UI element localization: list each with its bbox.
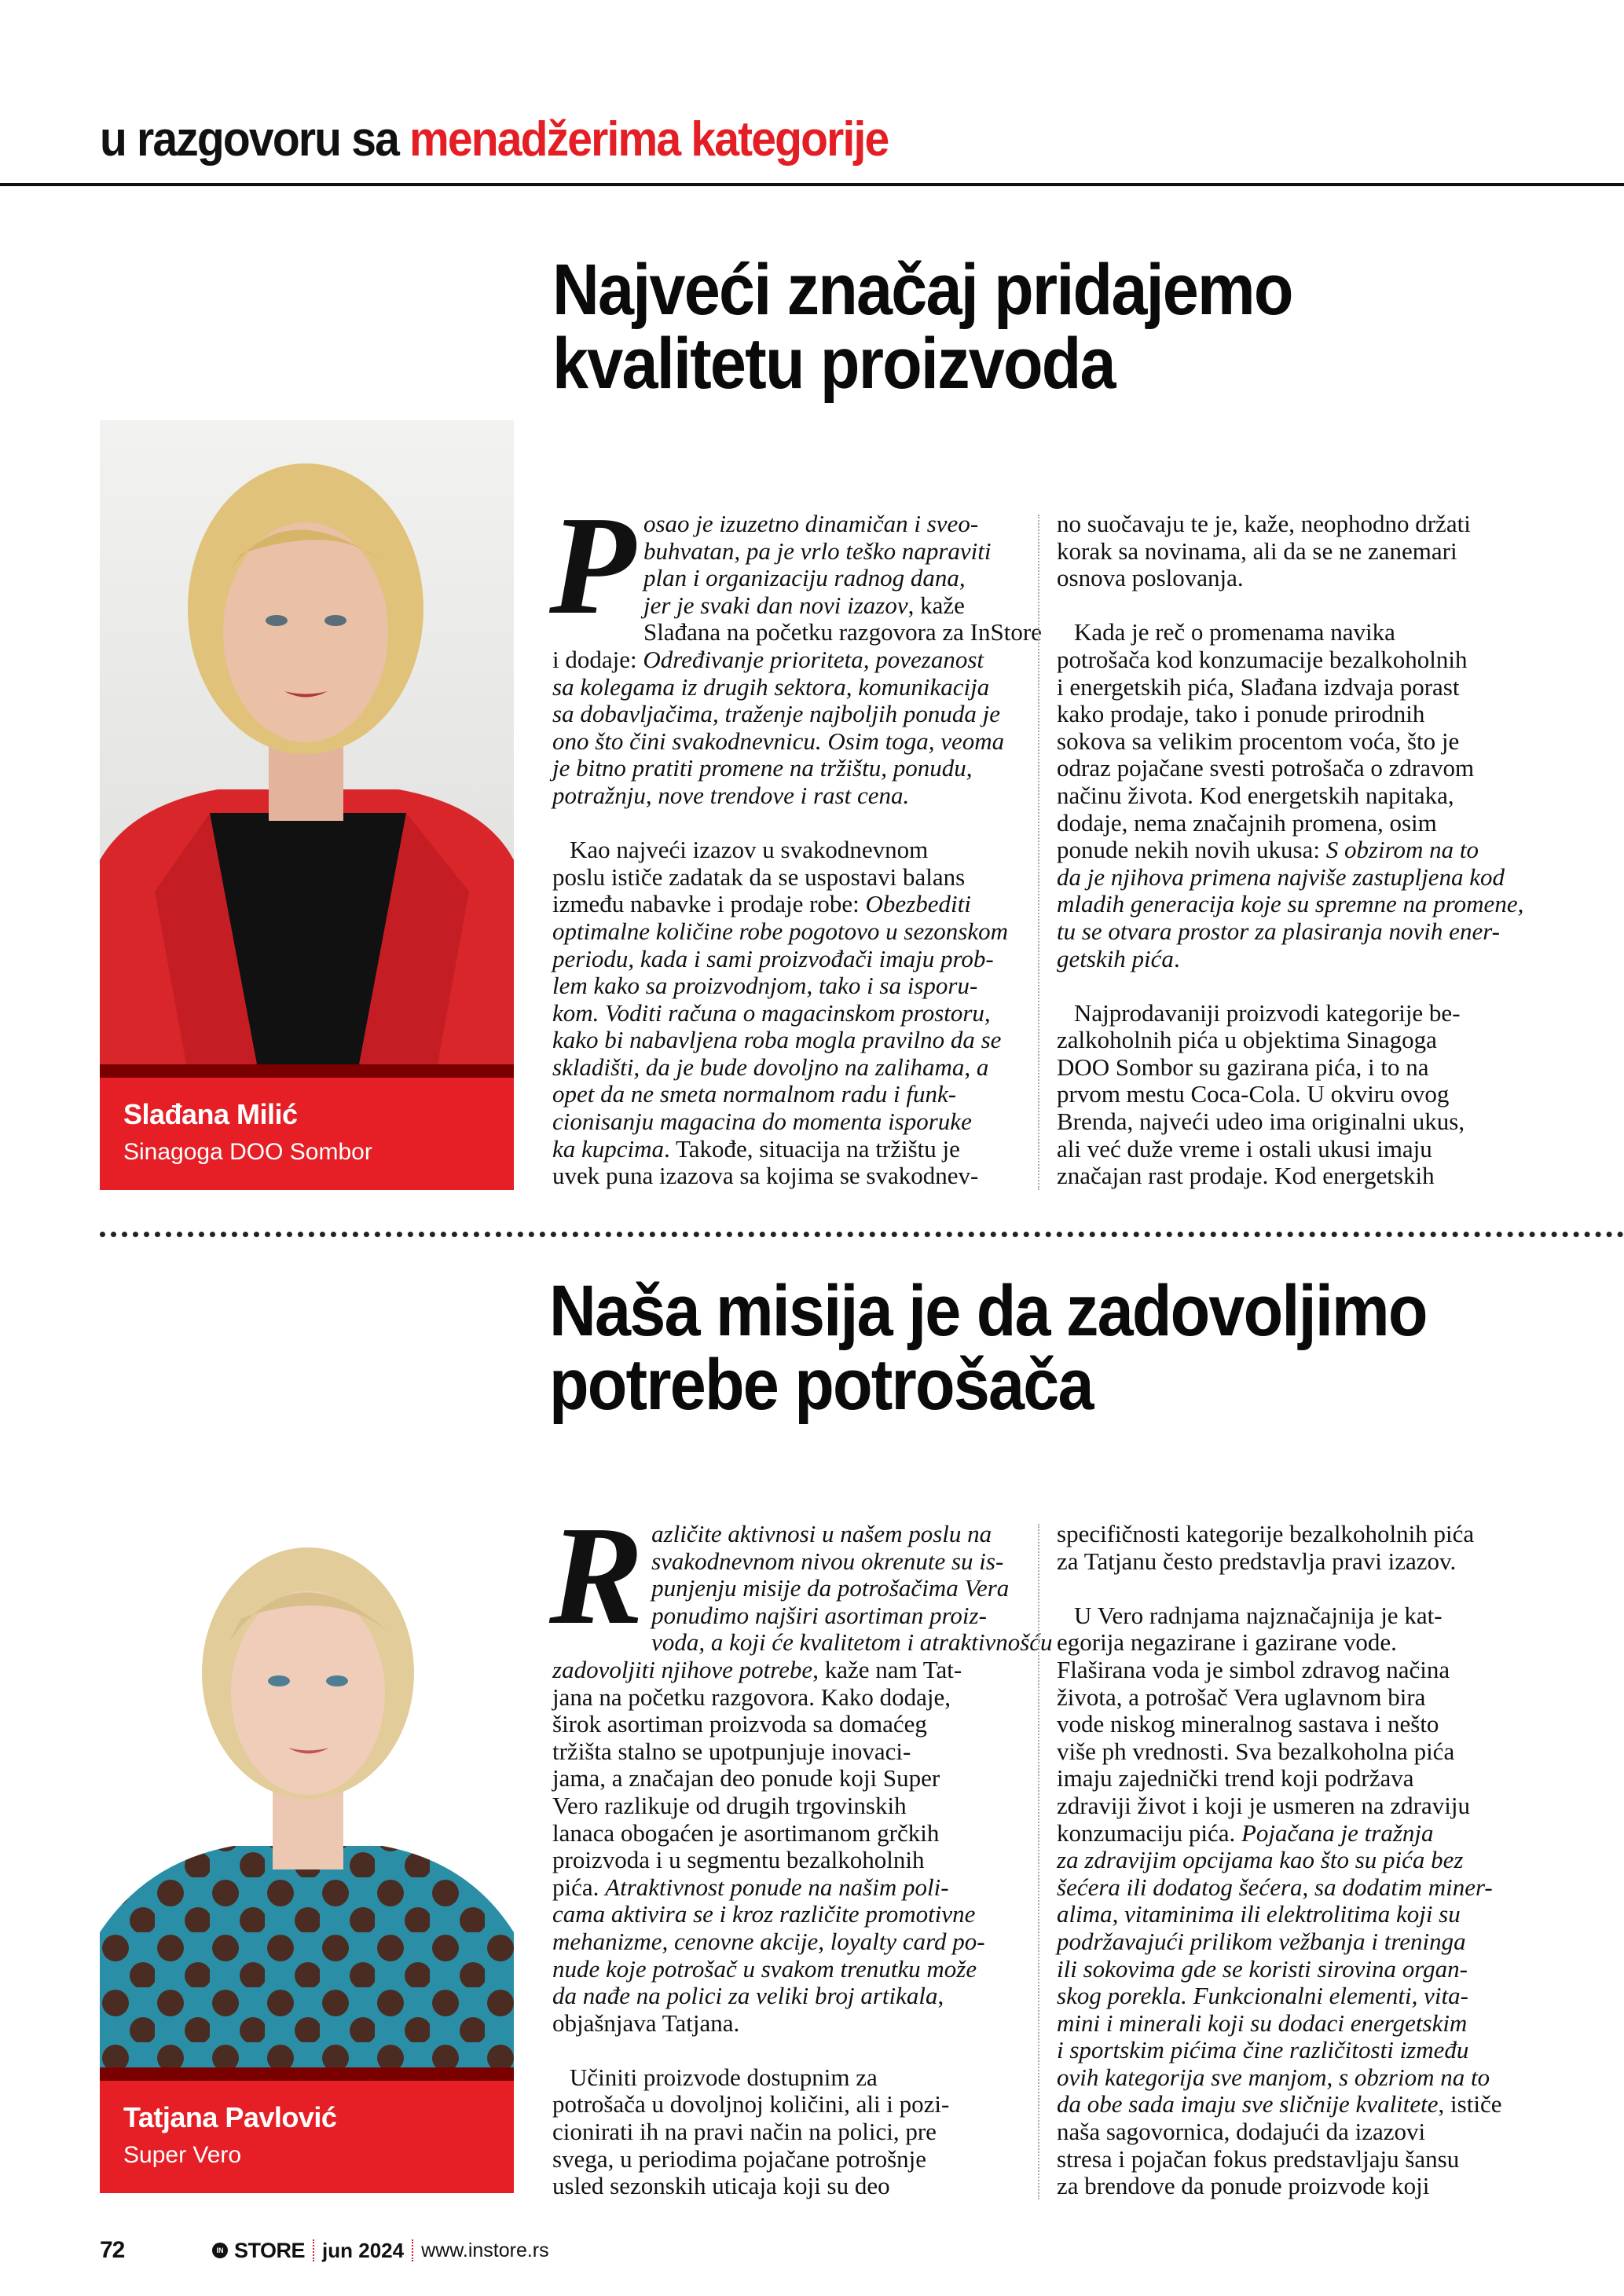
person-organization: Super Vero bbox=[123, 2142, 242, 2168]
column-divider bbox=[1038, 514, 1039, 1190]
portrait-photo-sladjana bbox=[100, 420, 514, 1064]
italic-quote-text: Atraktivnost ponude na našim poli- cama aktivira se i kroz različite promotivne mehanizme, cenovne akcije, loyalty card po- nude koje potrošač u svakom trenutku može da nađe na polici za veliki broj artikala bbox=[552, 1873, 985, 2010]
footer-separator bbox=[412, 2239, 413, 2261]
section-kicker bbox=[100, 112, 888, 167]
caption-band bbox=[100, 1064, 514, 1078]
body-text: U Vero radnjama najznačajnija je kat- egorija negazirane i gazirane vode. Flaširana voda je simbol zdravog načina života, a potrošač Vera uglavnom bira vode niskog mineralnog sastava i nešto više ph vrednosti. Sva bezalkoholna pića imaju zajednički trend koji podržava zdraviji život i koji je usmeren na zdraviju konzumaciju pića. bbox=[1057, 1601, 1470, 1847]
article-1-column-2 bbox=[1057, 511, 1528, 1190]
drop-cap: R bbox=[549, 1497, 644, 1653]
body-text: specifičnosti kategorije bezalkoholnih pića za Tatjanu često predstavlja pravi izazov. bbox=[1057, 1520, 1475, 1575]
page-number: 72 bbox=[100, 2237, 125, 2263]
person-caption-1 bbox=[100, 1064, 514, 1190]
body-text: Najprodavaniji proizvodi kategorije be- zalkoholnih pića u objektima Sinagoga DOO Sombor su gazirana pića, i to na prvom mestu Coca-Cola. U okviru ovog Brenda, najveći udeo ima originalni ukus, ali već duže vreme i ostali ukusi imaju značajan rast prodaje. Kod energetskih bbox=[1057, 998, 1465, 1190]
body-text: , kaže Slađana na početku razgovora za InStore i dodaje: bbox=[552, 591, 1042, 673]
article-2-column-2 bbox=[1057, 1521, 1528, 2200]
body-text: . Takođe, situacija na tržištu je uvek puna izazova sa kojima se svakodnev- bbox=[552, 1134, 979, 1190]
italic-quote-text: azličite aktivnosi u našem poslu na svakodnevnom nivou okrenute su is- punjenju misije da potrošačima Vera ponudimo najširi asortiman proiz- voda, a koji će kvalitetom i atraktivnošću zadovoljiti njihove potrebe bbox=[552, 1520, 1053, 1683]
article-2-headline: Naša misija je da zadovoljimo potrebe potrošača bbox=[549, 1271, 1427, 1425]
paragraph bbox=[1057, 619, 1528, 972]
body-text: Kao najveći izazov u svakodnevnom poslu ističe zadatak da se uspostavi balans između nabavke i prodaje robe: bbox=[552, 836, 966, 918]
portrait-photo-tatjana bbox=[100, 1492, 514, 2067]
top-rule bbox=[0, 183, 1624, 186]
paragraph bbox=[1057, 511, 1528, 592]
paragraph bbox=[1057, 1521, 1528, 1575]
person-name: Slađana Milić bbox=[123, 1098, 298, 1130]
article-2-column-1 bbox=[549, 1497, 1053, 2200]
column-divider bbox=[1038, 1524, 1039, 2199]
kicker-black: u razgovoru sa bbox=[100, 112, 398, 167]
instore-logo-icon: IN bbox=[212, 2243, 228, 2258]
person-name: Tatjana Pavlović bbox=[123, 2101, 337, 2133]
italic-quote-text: Obezbediti optimalne količine robe pogotovo u sezonskom periodu, kada i sami proizvođači imaju prob- lem kako sa proizvodnjom, tako i sa isporu- kom. Voditi računa o magacinskom prostoru, kako bi nabavljena roba mogla pravilno da se skladišti, da je bude dovoljno na zalihama, a opet da ne smeta normalnom radu i funk- cionisanju magacina do momenta isporuke ka kupcima bbox=[552, 890, 1008, 1163]
italic-quote-text: Pojačana je tražnja za zdravijim opcijama kao što su pića bez šećera ili dodatog šećera, sa dodatim miner- alima, vitaminima ili elektrolitima koji su podržavajući prilikom vežbanja i treninga ili sokovima gde se koristi sirovina organ- skog porekla. Funkcionalni elementi, vita- mini i minerali koji su dodaci energetskim i sportskim pićima čine različitosti između ovih kategorija sve manjom, s obzriom na to da obe sada imaju sve sličnije kvalitete bbox=[1057, 1818, 1493, 2118]
article-separator bbox=[100, 1232, 1624, 1237]
body-text: . bbox=[1173, 944, 1180, 972]
kicker-red: menadžerima kategorije bbox=[409, 112, 889, 167]
issue-date: jun 2024 bbox=[322, 2238, 405, 2262]
italic-quote-text: osao je izuzetno dinamičan i sveo- buhvatan, pa je vrlo teško napraviti plan i organizaciju radnog dana, jer je svaki dan novi izazov bbox=[643, 510, 992, 619]
article-1-column-1 bbox=[549, 487, 1042, 1190]
instore-logo-text: STORE bbox=[234, 2238, 306, 2262]
article-1-headline: Najveći značaj pridajemo kvalitetu proizvoda bbox=[552, 250, 1292, 404]
paragraph bbox=[552, 2064, 1024, 2200]
body-text: Kada je reč o promenama navika potrošača kod konzumacije bezalkoholnih i energetskih pića, Slađana izdvaja porast kako prodaje, tako i ponude prirodnih sokova sa velikim procentom voća, što je odraz pojačane svesti potrošača o zdravom načinu života. Kod energetskih napitaka, dodaje, nema značajnih promena, osim ponude nekih novih ukusa: bbox=[1057, 618, 1475, 864]
website-link[interactable]: www.instore.rs bbox=[421, 2239, 549, 2261]
page-footer bbox=[100, 2237, 650, 2264]
body-text: , objašnjava Tatjana. bbox=[552, 1982, 944, 2037]
italic-quote-text: S obzirom na to da je njihova primena najviše zastupljena kod mladih generacija koje su spremne na promene, tu se otvara prostor za plasiranja novih ener- getskih pića bbox=[1057, 836, 1524, 972]
body-text: , ističe naša sagovornica, dodajući da izazovi stresa i pojačan fokus predstavljaju šansu za brendove da ponude proizvode koji bbox=[1057, 2090, 1502, 2200]
person-organization: Sinagoga DOO Sombor bbox=[123, 1139, 372, 1165]
paragraph bbox=[552, 837, 1024, 1190]
person-caption-2 bbox=[100, 2067, 514, 2193]
caption-band bbox=[100, 2067, 514, 2081]
paragraph bbox=[1057, 1602, 1528, 2200]
paragraph bbox=[1057, 1000, 1528, 1190]
italic-quote-text: Određivanje prioriteta, povezanost sa kolegama iz drugih sektora, komunikacija sa dobavljačima, traženje najboljih ponuda je ono što čini svakodnevnicu. Osim toga, veoma je bitno pratiti promene na tržištu, ponudu, potražnju, nove trendove i rast cena. bbox=[552, 645, 1005, 809]
footer-separator bbox=[313, 2239, 314, 2261]
drop-cap: P bbox=[549, 487, 636, 643]
body-text: Učiniti proizvode dostupnim za potrošača u dovoljnoj količini, ali i pozi- cionirati ih na pravi način na polici, pre svega, u periodima pojačane potrošnje usled sezonskih uticaja koji su deo bbox=[552, 2063, 950, 2200]
body-text: no suočavaju te je, kaže, neophodno držati korak sa novinama, ali da se ne zanemari osnova poslovanja. bbox=[1057, 510, 1471, 592]
body-text: , kaže nam Tat- jana na početku razgovora. Kako dodaje, širok asortiman proizvoda sa domaćeg tržišta stalno se upotpunjuje inovaci- jama, a značajan deo ponude koji Super Vero razlikuje od drugih trgovinskih lanaca obogaćen je asortimanom grčkih proizvoda i u segmentu bezalkoholnih pića. bbox=[552, 1655, 962, 1901]
